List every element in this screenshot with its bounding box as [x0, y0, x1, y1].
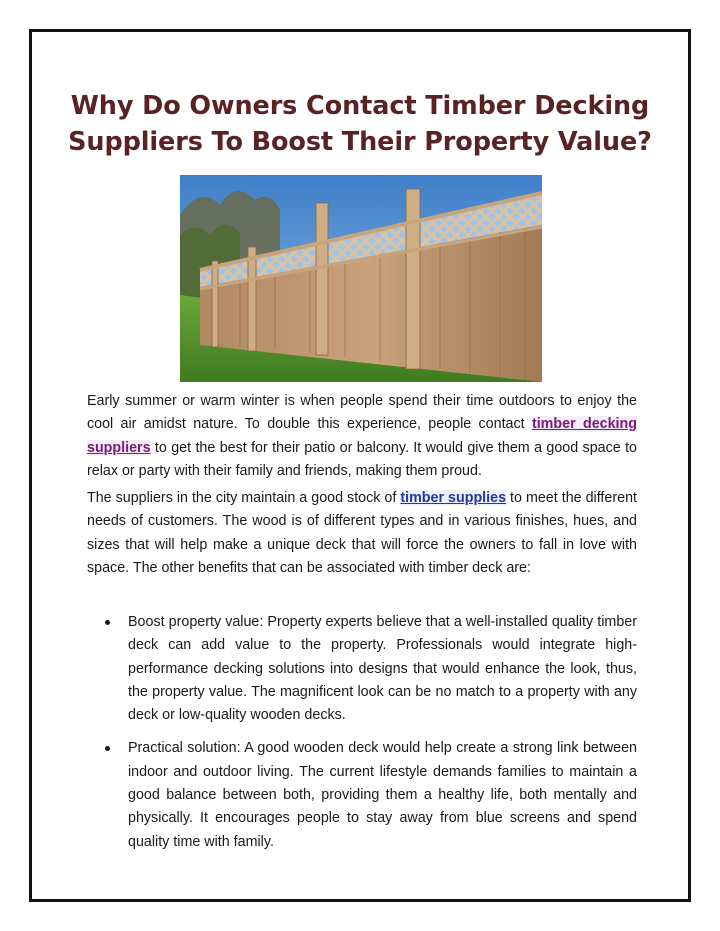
bullet-icon — [105, 620, 110, 625]
timber-supplies-link[interactable]: timber supplies — [400, 490, 507, 506]
page-title — [32, 88, 688, 160]
list-item — [87, 737, 637, 853]
timber-decking-suppliers-link[interactable]: timber decking suppliers — [87, 416, 637, 456]
bullet-text-practical-solution: Practical solution: A good wooden deck would help create a strong link between indoor and outdoor living. The current lifestyle demands families to maintain a good balance between both, providing them a healthy life, both mentally and physically. It encourages people to stay away from blue screens and spend quality time with family. — [128, 740, 637, 850]
suppliers-text-after: to meet the different needs of customers. The wood is of different types and in various finishes, hues, and sizes that will help make a unique deck that will force the owners to fall in love with space. The other benefits that can be associated with timber deck are: — [87, 490, 637, 576]
suppliers-text-before: The suppliers in the city maintain a good stock of — [87, 490, 401, 506]
title-line-1: Why Do Owners Contact Timber Decking — [70, 91, 650, 121]
fence-photo — [180, 175, 542, 382]
list-item — [87, 611, 637, 727]
bullet-text-property-value: Boost property value: Property experts believe that a well-installed quality timber deck can add value to the property. Professionals would integrate high-performance decking solutions into designs that would enhance the look, thus, the property value. The magnificent look can be no match to a property with any deck or low-quality wooden decks. — [128, 614, 637, 724]
title-line-2: Suppliers To Boost Their Property Value? — [68, 127, 652, 157]
page-frame — [29, 29, 691, 902]
benefits-list — [87, 611, 637, 864]
bullet-icon — [105, 746, 110, 751]
intro-text-after: to get the best for their patio or balcony. It would give them a good space to relax or party with their family and friends, making them proud. — [87, 439, 637, 479]
intro-text-before: Early summer or warm winter is when people spend their time outdoors to enjoy the cool air amidst nature. To double this experience, people contact — [87, 393, 637, 433]
suppliers-paragraph — [87, 487, 637, 580]
intro-paragraph — [87, 390, 637, 483]
